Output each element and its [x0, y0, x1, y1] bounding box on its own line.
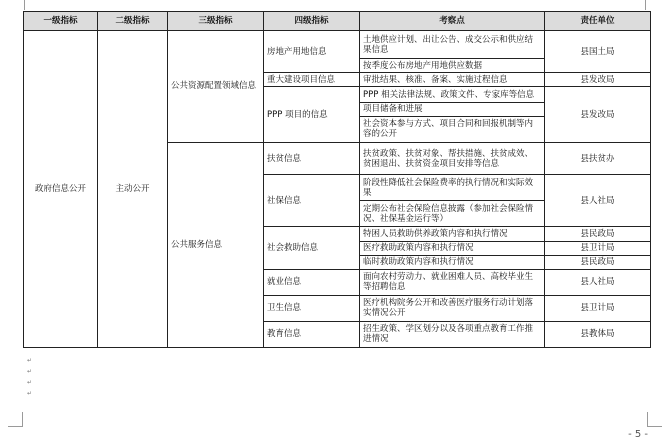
header-level1: 一级指标	[24, 12, 98, 31]
header-level2: 二级指标	[98, 12, 168, 31]
point-cell: PPP 相关法律法规、政策文件、专家库等信息	[360, 87, 545, 102]
page-number: - 5 -	[628, 429, 648, 440]
point-cell: 项目储备和进展	[360, 102, 545, 116]
point-cell: 阶段性降低社会保险费率的执行情况和实际效果	[360, 175, 545, 201]
unit-cell: 县扶贫办	[545, 142, 651, 175]
point-cell: 招生政策、学区划分以及各项重点教育工作推进情况	[360, 321, 545, 347]
level4-cell: 重大建设项目信息	[264, 73, 360, 87]
unit-cell: 县民政局	[545, 227, 651, 241]
point-cell: 特困人员救助供养政策内容和执行情况	[360, 227, 545, 241]
level4-cell: 社保信息	[264, 175, 360, 227]
level4-cell: 社会救助信息	[264, 227, 360, 269]
header-level3: 三级指标	[168, 12, 264, 31]
level4-cell: 就业信息	[264, 269, 360, 295]
paragraph-mark: ↵	[27, 390, 33, 397]
header-level4: 四级指标	[264, 12, 360, 31]
unit-cell: 县国土局	[545, 31, 651, 73]
header-unit: 责任单位	[545, 12, 651, 31]
level3-cell: 公共服务信息	[168, 142, 264, 347]
table-header-row	[24, 12, 651, 31]
level4-cell: PPP 项目的信息	[264, 87, 360, 142]
crop-mark-bottom-right	[647, 412, 662, 427]
point-cell: 扶贫政策、扶贫对象、帮扶措施、扶贫成效、贫困退出、扶贫资金项目安排等信息	[360, 142, 545, 175]
unit-cell: 县卫计局	[545, 295, 651, 321]
crop-mark-bottom-left	[8, 412, 23, 427]
point-cell: 审批结果、核准、备案、实施过程信息	[360, 73, 545, 87]
point-cell: 按季度公布房地产用地供应数据	[360, 59, 545, 73]
level4-cell: 教育信息	[264, 321, 360, 347]
level4-cell: 卫生信息	[264, 295, 360, 321]
point-cell: 医疗救助政策内容和执行情况	[360, 241, 545, 255]
level3-cell: 公共资源配置领域信息	[168, 31, 264, 143]
unit-cell: 县卫计局	[545, 241, 651, 255]
level2-cell: 主动公开	[98, 31, 168, 348]
disclosure-index-table	[23, 11, 651, 348]
unit-cell: 县发改局	[545, 73, 651, 87]
paragraph-marks	[27, 355, 32, 399]
table-row	[24, 31, 651, 59]
unit-cell: 县教体局	[545, 321, 651, 347]
paragraph-mark: ↵	[27, 379, 33, 386]
header-points: 考察点	[360, 12, 545, 31]
unit-cell: 县民政局	[545, 255, 651, 269]
crop-mark-top-left	[8, 0, 25, 10]
point-cell: 面向农村劳动力、就业困难人员、高校毕业生等招聘信息	[360, 269, 545, 295]
point-cell: 临时救助政策内容和执行情况	[360, 255, 545, 269]
paragraph-mark: ↵	[27, 368, 33, 375]
unit-cell: 县发改局	[545, 87, 651, 142]
paragraph-mark: ↵	[27, 357, 33, 364]
point-cell: 定期公布社会保险信息披露（参加社会保险情况、社保基金运行等）	[360, 201, 545, 227]
crop-mark-top-right	[645, 0, 662, 10]
level1-cell: 政府信息公开	[24, 31, 98, 348]
level4-cell: 房地产用地信息	[264, 31, 360, 73]
unit-cell: 县人社局	[545, 269, 651, 295]
point-cell: 社会资本参与方式、项目合同和回报机制等内容的公开	[360, 116, 545, 142]
unit-cell: 县人社局	[545, 175, 651, 227]
point-cell: 土地供应计划、出让公告、成交公示和供应结果信息	[360, 31, 545, 59]
level4-cell: 扶贫信息	[264, 142, 360, 175]
point-cell: 医疗机构院务公开和改善医疗服务行动计划落实情况公开	[360, 295, 545, 321]
